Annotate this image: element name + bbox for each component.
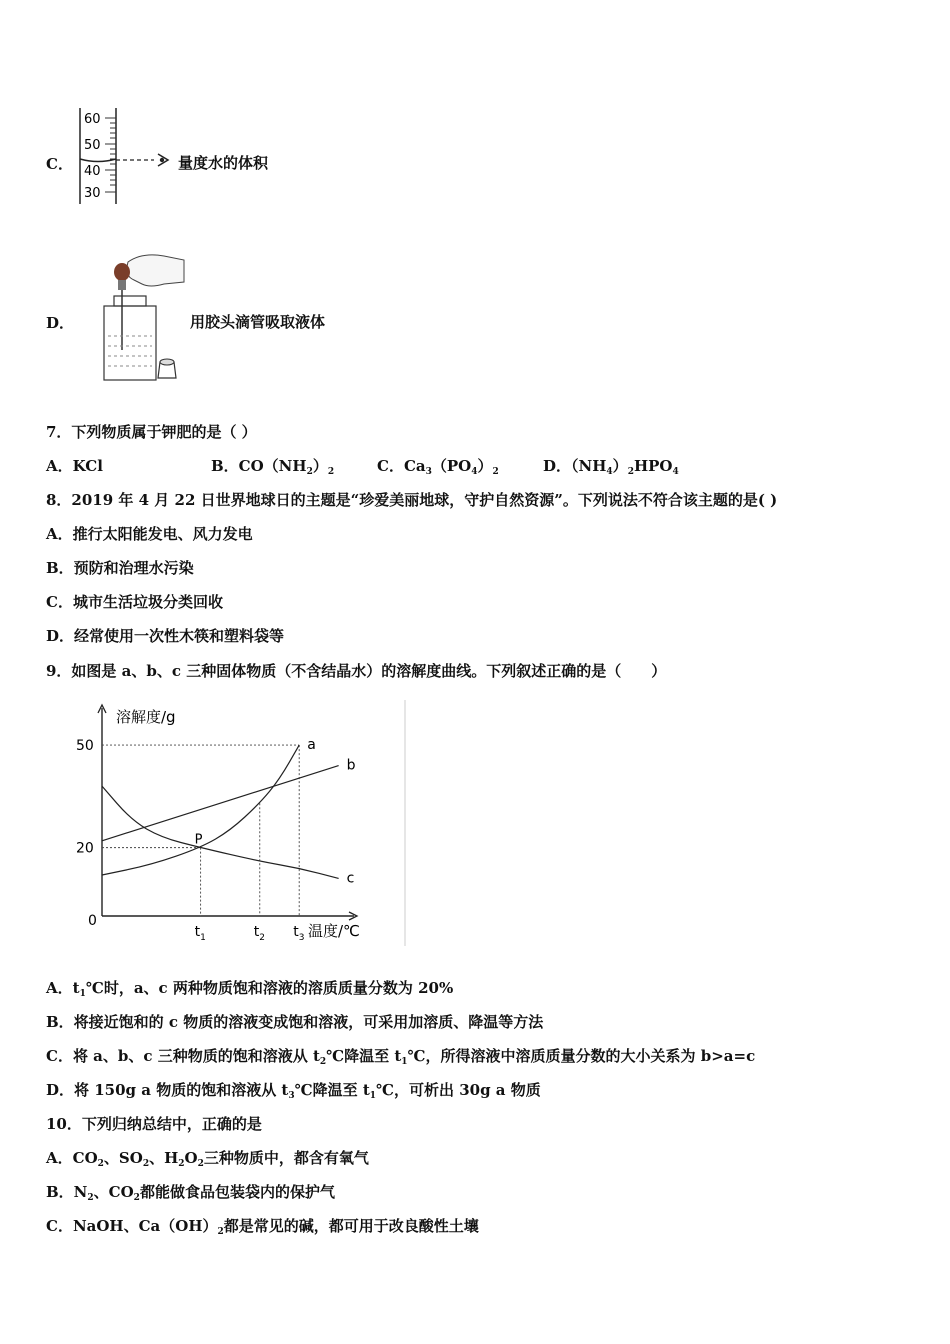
y-tick-label-20: 20 (76, 840, 94, 857)
q7-option-d: D．$(NH_4)_2HPO_4$ (543, 457, 679, 477)
dropper-bottle-figure (94, 250, 186, 384)
q10-option-a: A．$CO_2$、$SO_2$、$H_2O_2$三种物质中，都含有氧气 (46, 1149, 369, 1169)
solubility-curve-chart (64, 700, 414, 948)
q8-stem: 8．2019 年 4 月 22 日世界地球日的主题是“珍爱美丽地球，守护自然资源”。下列说法不符合该主题的是( ) (46, 491, 778, 509)
graduated-cylinder-figure (72, 104, 182, 210)
scale-label-60: 60 (84, 112, 101, 127)
q9-option-b: B．将接近饱和的 c 物质的溶液变成饱和溶液，可采用加溶质、降温等方法 (46, 1013, 544, 1031)
q8-option-d: D．经常使用一次性木筷和塑料袋等 (46, 627, 285, 645)
q10-option-b: B．$N_2$、$CO_2$都能做食品包装袋内的保护气 (46, 1183, 335, 1203)
q10-option-c: C．NaOH、$Ca(OH)_2$都是常见的碱，都可用于改良酸性土壤 (46, 1217, 479, 1237)
option-c-letter: C． (46, 155, 73, 173)
q8-option-a: A．推行太阳能发电、风力发电 (46, 525, 253, 543)
scale-label-40: 40 (84, 164, 101, 179)
y-axis-label: 溶解度/g (116, 708, 176, 726)
series-b-curve (102, 766, 339, 841)
origin-label: 0 (88, 913, 97, 929)
q7-options (0, 455, 950, 475)
x-tick-label-2: $t_2$ (253, 924, 265, 943)
x-tick-label-1: $t_1$ (194, 924, 206, 943)
series-b-label: b (346, 757, 356, 774)
q9-option-d: D．将 150g a 物质的饱和溶液从 $t_3℃$降温至 $t_1℃$，可析出 30g a 物质 (46, 1081, 541, 1101)
option-d-caption: 用胶头滴管吸取液体 (190, 313, 326, 331)
q10-stem: 10．下列归纳总结中，正确的是 (46, 1115, 262, 1133)
q9-option-a: A．$t_1℃$时，a、c 两种物质饱和溶液的溶质质量分数为 20% (46, 979, 454, 999)
scale-label-50: 50 (84, 138, 101, 153)
series-c-curve (102, 786, 339, 878)
x-tick-label-3: $t_3$ (293, 924, 305, 943)
q8-option-c: C．城市生活垃圾分类回收 (46, 593, 223, 611)
q7-option-b: B．$CO(NH_2)_2$ (211, 457, 335, 477)
dropper-bulb-icon (114, 263, 130, 281)
q9-option-c: C．将 a、b、c 三种物质的饱和溶液从 $t_2℃$降温至 $t_1℃$，所得溶液中溶质质量分数的大小关系为 b>a=c (46, 1047, 756, 1067)
option-d-letter: D． (46, 314, 75, 332)
option-c-caption: 量度水的体积 (178, 154, 269, 172)
q7-stem: 7．下列物质属于钾肥的是（ ） (46, 423, 257, 441)
hand-icon (127, 255, 184, 286)
q9-stem: 9．如图是 a、b、c 三种固体物质（不含结晶水）的溶解度曲线。下列叙述正确的是（ ） (46, 662, 667, 680)
q7-option-c: C．$Ca_3(PO_4)_2$ (377, 457, 499, 477)
series-a-label: a (307, 737, 316, 754)
y-tick-label-50: 50 (76, 738, 94, 755)
q7-option-a: A．KCl (46, 457, 103, 475)
x-axis-label: 温度/℃ (308, 922, 360, 940)
intersection-p-label: P (194, 832, 203, 848)
q8-option-b: B．预防和治理水污染 (46, 559, 194, 577)
series-c-label: c (346, 870, 355, 887)
scale-label-30: 30 (84, 186, 101, 201)
